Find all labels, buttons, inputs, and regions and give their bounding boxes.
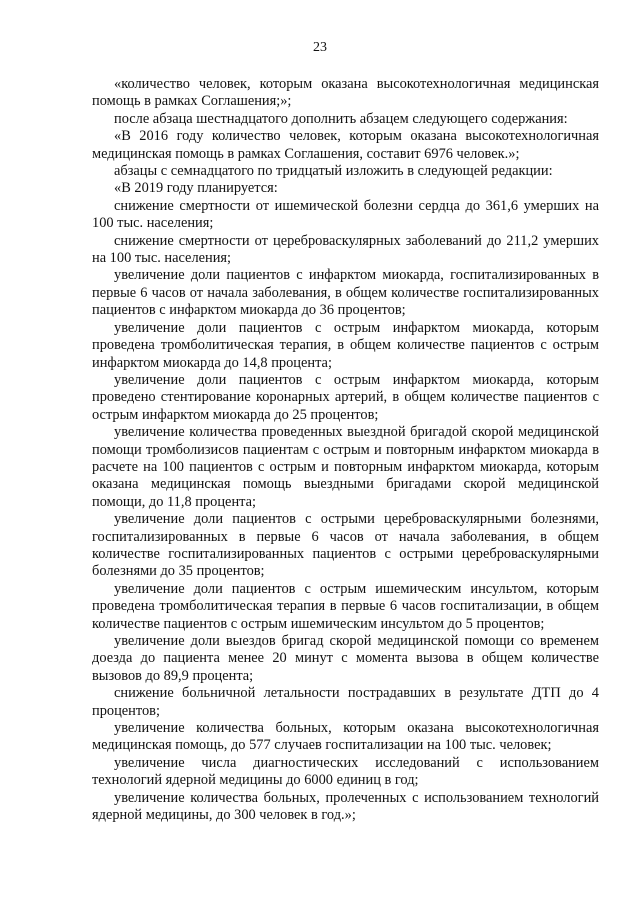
paragraph: «В 2019 году планируется: xyxy=(114,180,278,197)
paragraph: увеличение количества больных, пролеченных с использованием технологий ядерной медицины, до 300 человек в год.»; xyxy=(92,789,599,824)
paragraph: «количество человек, которым оказана высокотехнологичная медицинская помощь в рамках Соглашения;»; xyxy=(92,76,599,110)
paragraph: увеличение количества проведенных выездной бригадой скорой медицинской помощи тромболизисов пациентам с острым и повторным инфарктом миокарда в расчете на 100 пациентов с острым и повторным инфарктом миокарда, которым оказана медицинская помощь выездными бригадами скорой медицинской помощи, до 11,8 процента; xyxy=(92,424,599,510)
paragraph: снижение больничной летальности пострадавших в результате ДТП до 4 процентов; xyxy=(92,685,599,719)
document-body xyxy=(92,76,599,824)
paragraph: увеличение доли пациентов с острым инфарктом миокарда, которым проведено стентирование коронарных артерий, в общем количестве пациентов с острым инфарктом миокарда до 25 процентов; xyxy=(92,371,599,423)
paragraph: увеличение доли пациентов с острым инфарктом миокарда, которым проведена тромболитическая терапия, в общем количестве пациентов с острым инфарктом миокарда до 14,8 процента; xyxy=(92,319,599,371)
paragraph: увеличение числа диагностических исследований с использованием технологий ядерной медицины до 6000 единиц в год; xyxy=(92,754,599,789)
paragraph: увеличение доли пациентов с острыми цереброваскулярными болезнями, госпитализированных в первые 6 часов от начала заболевания, в общем количестве госпитализированных пациентов с острыми цереброваскулярными болезнями до 35 процентов; xyxy=(92,511,599,580)
paragraph: увеличение доли пациентов с инфарктом миокарда, госпитализированных в первые 6 часов от начала заболевания, в общем количестве госпитализированных пациентов с инфарктом миокарда до 36 процентов; xyxy=(92,267,599,319)
paragraph: увеличение количества больных, которым оказана высокотехнологичная медицинская помощь, до 577 случаев госпитализации на 100 тыс. человек; xyxy=(92,720,599,754)
paragraph: «В 2016 году количество человек, которым оказана высокотехнологичная медицинская помощь в рамках Соглашения, составит 6976 человек.»; xyxy=(92,128,599,162)
paragraph: увеличение доли пациентов с острым ишемическим инсультом, которым проведена тромболитическая терапия в первые 6 часов госпитализации, в общем количестве пациентов с острым ишемическим инсультом до 5 процентов; xyxy=(92,580,599,632)
page-number: 23 xyxy=(313,40,327,55)
paragraph: абзацы с семнадцатого по тридцатый изложить в следующей редакции: xyxy=(114,163,553,180)
paragraph: увеличение доли выездов бригад скорой медицинской помощи со временем доезда до пациента менее 20 минут с момента вызова в общем количестве вызовов до 89,9 процента; xyxy=(92,633,599,684)
paragraph: снижение смертности от ишемической болезни сердца до 361,6 умерших на 100 тыс. населения; xyxy=(92,197,599,232)
paragraph: снижение смертности от цереброваскулярных заболеваний до 211,2 умерших на 100 тыс. населения; xyxy=(92,232,599,267)
paragraph: после абзаца шестнадцатого дополнить абзацем следующего содержания: xyxy=(114,110,568,127)
